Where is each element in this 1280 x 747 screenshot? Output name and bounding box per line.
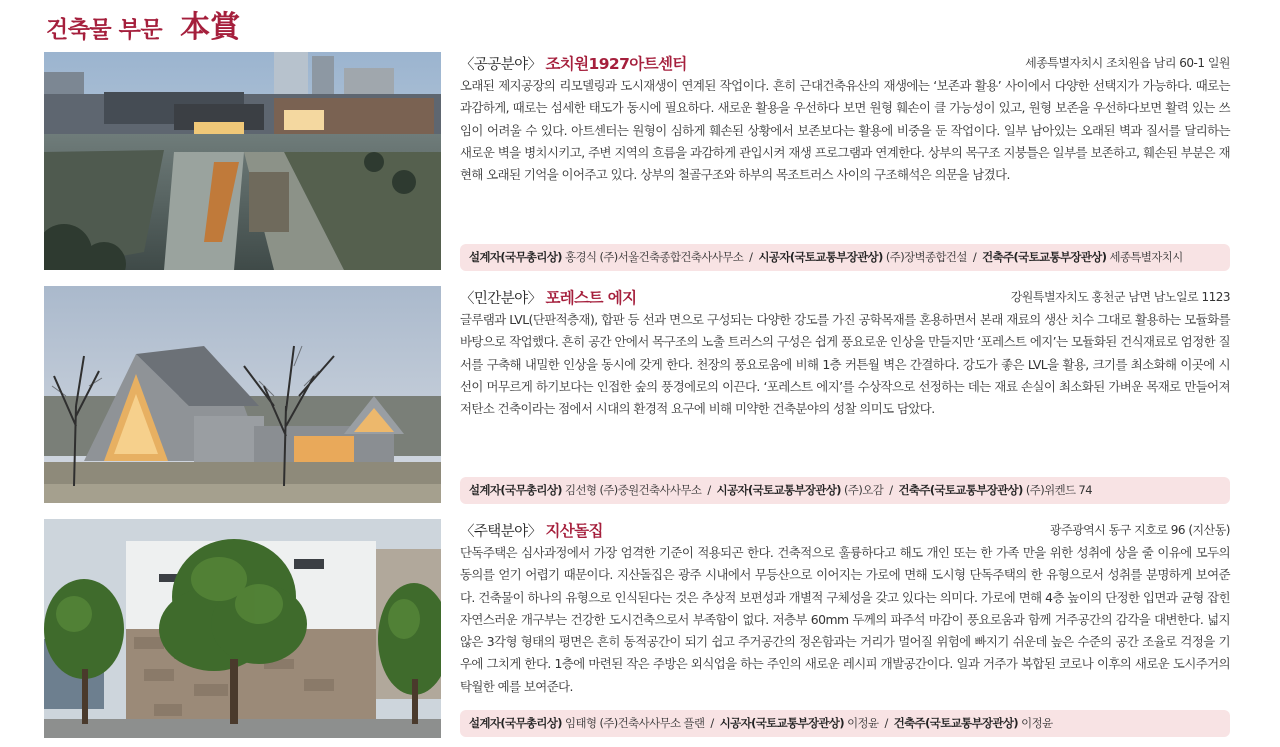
award-entry-private [0,286,1280,506]
builder-label: 시공자(국토교통부장관상) [758,250,883,264]
designer-label: 설계자(국무총리상) [469,250,562,264]
project-description: 오래된 제지공장의 리모델링과 도시재생이 연계된 작업이다. 흔히 근대건축유산의 재생에는 ‘보존과 활용’ 사이에서 다양한 선택지가 가능하다. 때로는 과감하게, 때로는 섬세한 태도가 동시에 필요하다. 새로운 활용을 우선하다 보면 원형 훼손이 클 가능성이 있고, 원형 보존을 우선하다보면 활력 있는 쓰임이 어려울 수 있다. 아트센터는 원형이 심하게 훼손된 상황에서 보존보다는 활용에 비중을 둔 작업이다. 일부 남아있는 오래된 벽과 질서를 달리하는 새로운 벽을 병치시키고, 주변 지역의 흐름을 과감하게 관입시켜 재생 프로그램과 연계한다. 상부의 목구조 지붕틀은 일부를 보존하고, 훼손된 부분은 재현해 오래된 기억을 이어주고 있다. 상부의 철골구조와 하부의 목조트러스 사이의 구조해석은 의문을 남겼다. [460,78,1230,183]
builder-name: (주)오감 [844,483,884,497]
field-label: 〈주택분야〉 [460,524,542,540]
page-header [46,2,241,45]
credits-bar: 설계자(국무총리상) 임태형 (주)건축사사무소 플랜 / 시공자(국토교통부장관상) 이정윤 / 건축주(국토교통부장관상) 이정윤 [460,710,1230,737]
entry-text [460,52,1230,272]
builder-label: 시공자(국토교통부장관상) [719,716,845,730]
entry-heading [460,519,1230,541]
credits-bar: 설계자(국무총리상) 김선형 (주)중원건축사사무소 / 시공자(국토교통부장관상) (주)오감 / 건축주(국토교통부장관상) (주)위켄드 74 [460,477,1230,504]
project-address: 강원특별자치도 홍천군 남면 남노일로 1123 [1010,290,1230,304]
project-photo-jisan-stone-house [44,519,441,738]
designer-label: 설계자(국무총리상) [469,716,562,730]
designer-name: 임태형 (주)건축사사무소 플랜 [565,716,705,730]
designer-label: 설계자(국무총리상) [469,483,562,497]
project-name: 지산돌집 [545,522,603,540]
award-entry-housing [0,519,1280,743]
project-address: 광주광역시 동구 지호로 96 (지산동) [1049,523,1230,537]
builder-name: (주)장벽종합건설 [885,250,967,264]
award-title: 本賞 [180,10,241,45]
project-name: 조치원1927아트센터 [545,55,687,73]
field-label: 〈공공분야〉 [460,57,542,73]
entry-text [460,519,1230,743]
project-description: 단독주택은 심사과정에서 가장 엄격한 기준이 적용되곤 한다. 건축적으로 훌륭하다고 해도 개인 또는 한 가족 만을 위한 성취에 상을 줄 이유에 모두의 동의를 얻기 어렵기 때문이다. 지산돌집은 광주 시내에서 무등산으로 이어지는 가로에 면해 도시형 단독주택의 한 유형으로서 성취를 분명하게 보여준다. 건축물이 하나의 유형으로 인식된다는 것은 추상적 보편성과 개별적 구체성을 갖고 있다는 의미다. 가로에 면해 4층 높이의 단정한 입면과 균형 잡힌 자연스러운 개구부는 건강한 도시건축으로서 부족함이 없다. 저층부 60mm 두께의 파주석 마감이 풍요로움과 함께 거주공간의 감각을 대변한다. 넓지 않은 3각형 형태의 평면은 흔히 동적공간이 되기 쉽고 주거공간의 정온함과는 거리가 멀어질 위험에 빠지기 쉬운데 높은 수준의 공간 조율로 걱정을 기우에 그치게 한다. 1층에 마련된 작은 주방은 외식업을 하는 주인의 새로운 레시피 개발공간이다. 일과 거주가 복합된 코로나 이후의 새로운 도시주거의 탁월한 예를 보여준다. [460,545,1230,694]
owner-label: 건축주(국토교통부장관상) [898,483,1023,497]
owner-label: 건축주(국토교통부장관상) [982,250,1107,264]
owner-name: 세종특별자치시 [1109,250,1183,264]
project-photo-art-center [44,52,441,270]
field-label: 〈민간분야〉 [460,291,542,307]
project-name: 포레스트 에지 [545,289,637,307]
credits-bar: 설계자(국무총리상) 홍경식 (주)서울건축종합건축사사무소 / 시공자(국토교통부장관상) (주)장벽종합건설 / 건축주(국토교통부장관상) 세종특별자치시 [460,244,1230,271]
owner-name: (주)위켄드 74 [1025,483,1092,497]
project-photo-forest-edge [44,286,441,503]
owner-name: 이정윤 [1021,716,1053,730]
entry-text [460,286,1230,506]
project-description: 글루램과 LVL(단판적층재), 합판 등 선과 면으로 구성되는 다양한 강도를 가진 공학목재를 혼용하면서 본래 재료의 생산 치수 그대로 활용하는 모듈화를 바탕으로 작업했다. 흔히 공간 안에서 목구조의 노출 트러스의 구성은 쉽게 풍요로운 인상을 만들지만 ‘포레스트 에지’는 모듈화된 건식재료로 엄정한 질서를 구축해 내밀한 인상을 동시에 갖게 한다. 천장의 풍요로움에 비해 1층 커튼월 벽은 간결하다. 강도가 좋은 LVL을 활용, 크기를 최소화해 이곳에 시선이 머무르게 하기보다는 인접한 숲의 풍경에로의 이끈다. ‘포레스트 에지’를 수상작으로 선정하는 데는 재료 손실이 최소화된 가벼운 목재로 만들어져 저탄소 건축이라는 점에서 시대의 환경적 요구에 비해 미약한 건축분야의 성찰 의미도 담았다. [460,312,1230,417]
builder-label: 시공자(국토교통부장관상) [716,483,841,497]
designer-name: 홍경식 (주)서울건축종합건축사사무소 [565,250,744,264]
section-title: 건축물 부문 [46,17,163,43]
entry-heading [460,286,1230,308]
award-entry-public [0,52,1280,272]
project-address: 세종특별자치시 조치원읍 남리 60-1 일원 [1025,56,1230,70]
owner-label: 건축주(국토교통부장관상) [893,716,1019,730]
builder-name: 이정윤 [847,716,879,730]
designer-name: 김선형 (주)중원건축사사무소 [565,483,702,497]
entry-heading [460,52,1230,74]
